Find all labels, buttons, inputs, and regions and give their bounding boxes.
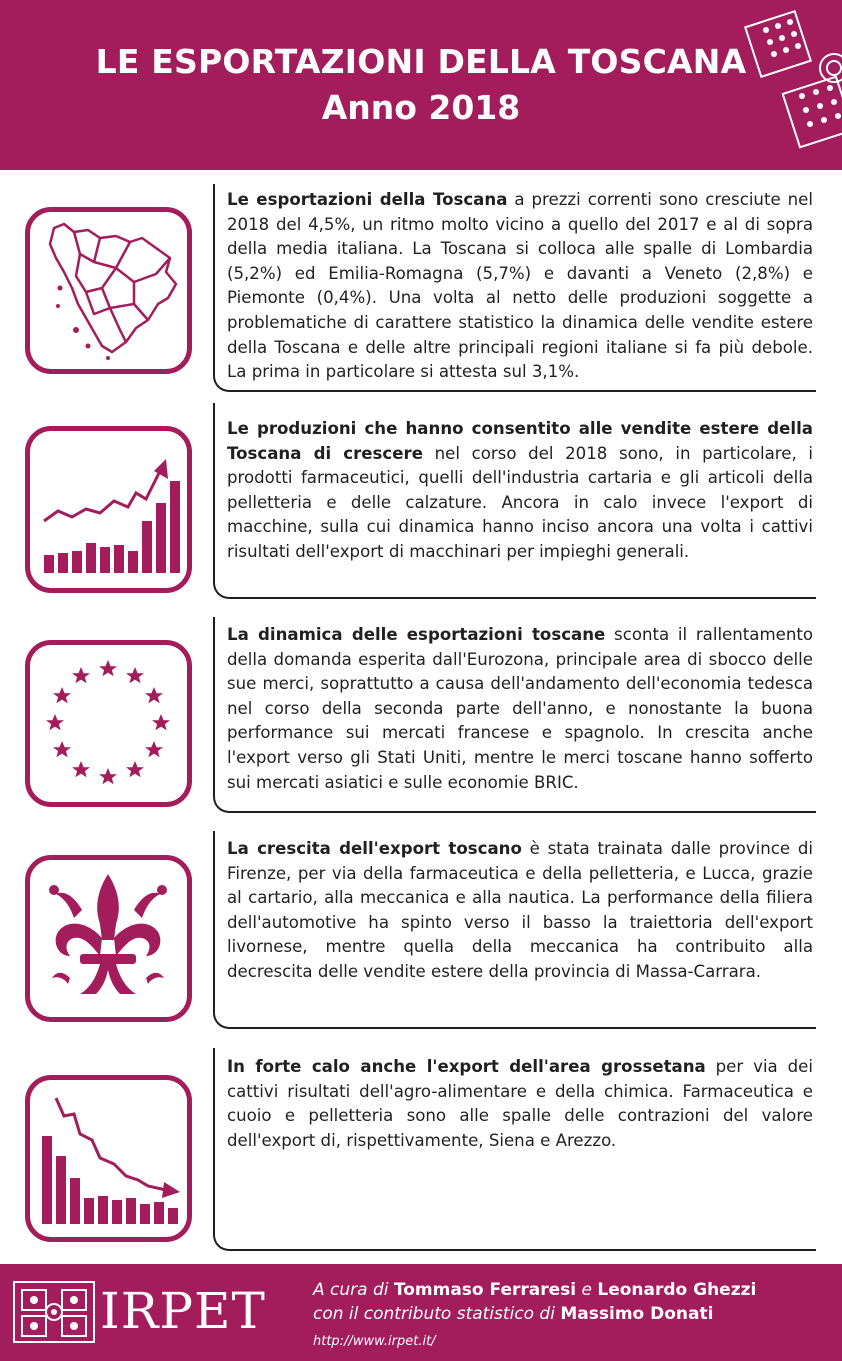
credits (313, 1278, 756, 1326)
section-body: a prezzi correnti sono cresciute nel 2018 del 4,5%, un ritmo molto vicino a quello del 2017 e al di sopra della media italiana. La Toscana si colloca alle spalle di Lombardia (5,2%) ed Emilia-Romagna (5,7%) e davanti a Veneto (2,8%) e Piemonte (0,4%). Una volta al netto delle produzioni soggette a problematiche di carattere statistico la dinamica delle vendite estere della Toscana e delle altre principali regioni italiane si fa più debole. La prima in particolare si attesta sul 3,1%. (227, 190, 813, 382)
credits-line1 (313, 1278, 756, 1302)
decline-chart-icon (30, 1080, 187, 1237)
section-text (227, 1055, 813, 1153)
section-lead: Le produzioni che hanno consentito alle vendite estere della Toscana di crescere (227, 419, 813, 463)
irpet-url-link[interactable]: http://www.irpet.it/ (313, 1334, 436, 1349)
page-subtitle: Anno 2018 (321, 88, 521, 127)
author-ferraresi: Tommaso Ferraresi (393, 1280, 577, 1300)
section-text (227, 837, 813, 985)
irpet-emblem-icon (12, 1280, 96, 1344)
florence-lily-icon (30, 860, 187, 1017)
section-body: per via dei cattivi risultati dell'agro-alimentare e della chimica. Farmaceutica e cuoio e pelletteria sono alle spalle delle contrazioni del valore dell'export di, rispettivamente, Siena e Arezzo. (227, 1057, 814, 1150)
section-text (227, 188, 813, 385)
icon-frame (25, 640, 192, 807)
section-lead: Le esportazioni della Toscana (227, 190, 508, 209)
decorative-tiles-icon (740, 0, 842, 170)
section-lead: In forte calo anche l'export dell'area grossetana (227, 1057, 706, 1076)
credits-line2-prefix: con il contributo statistico di (313, 1304, 561, 1324)
growth-chart-icon (30, 431, 187, 588)
header-banner (0, 0, 842, 170)
credits-line2 (313, 1302, 756, 1326)
tuscany-map-icon (30, 212, 187, 369)
icon-frame (25, 207, 192, 374)
icon-frame (25, 1075, 192, 1242)
footer (0, 1264, 842, 1361)
author-ghezzi: Leonardo Ghezzi (597, 1280, 757, 1300)
credits-conjunction: e (576, 1280, 598, 1300)
section-body: nel corso del 2018 sono, in particolare, i prodotti farmaceutici, quelli dell'industria cartaria e gli articoli della pelletteria e delle calzature. Ancora in calo invece l'export di macchine, sulla cui dinamica hanno inciso ancora una volta i cattivi risultati dell'export di macchinari per impieghi generali. (227, 443, 813, 561)
eu-stars-icon (30, 645, 187, 802)
section-lead: La crescita dell'export toscano (227, 839, 522, 858)
section-body: è stata trainata dalle province di Firenze, per via della farmaceutica e della pelletteria, e Lucca, grazie al cartario, alla meccanica e alla nautica. La performance della filiera dell'automotive ha spinto verso il basso la traiettoria dell'export livornese, mentre quella della meccanica ha contribuito alla decrescita delle vendite estere della provincia di Massa-Carrara. (227, 839, 813, 981)
section-text (227, 623, 813, 795)
author-donati: Massimo Donati (560, 1304, 714, 1324)
section-body: sconta il rallentamento della domanda esperita dall'Eurozona, principale area di sbocco delle sue merci, soprattutto a causa dell'andamento dell'economia tedesca nel corso della seconda parte dell'anno, e nonostante la buona performance sui mercati francese e spagnolo. In crescita anche l'export verso gli Stati Uniti, mentre le merci toscane hanno sofferto sui mercati asiatici e sulle economie BRIC. (227, 625, 813, 792)
icon-frame (25, 426, 192, 593)
section-lead: La dinamica delle esportazioni toscane (227, 625, 606, 644)
credits-prefix: A cura di (313, 1280, 394, 1300)
page-title: LE ESPORTAZIONI DELLA TOSCANA (95, 42, 747, 81)
section-text (227, 417, 813, 565)
icon-frame (25, 855, 192, 1022)
irpet-logo-text: IRPET (100, 1282, 266, 1340)
